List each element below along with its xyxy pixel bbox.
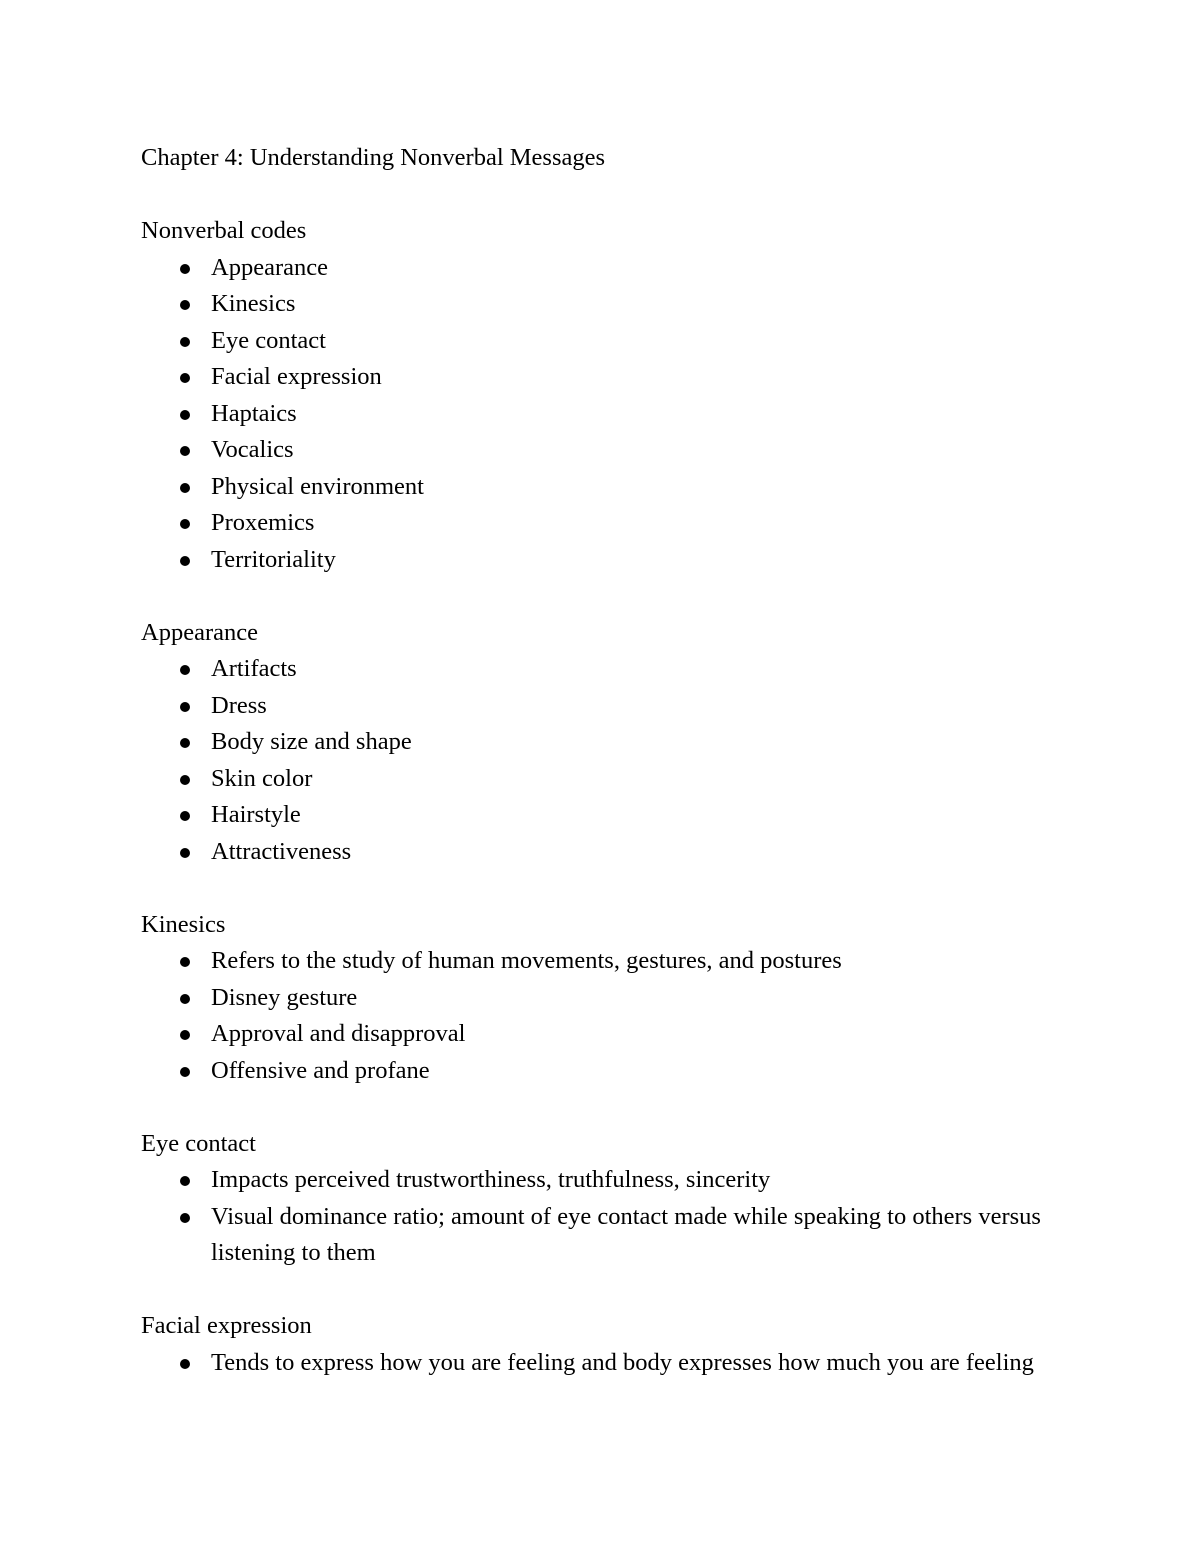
list-item-text: Hairstyle — [211, 801, 301, 828]
section-heading: Facial expression — [141, 1312, 312, 1339]
bullet-icon — [180, 775, 190, 785]
bullet-icon — [180, 300, 190, 310]
list-item-text: Vocalics — [211, 436, 294, 463]
list-item — [141, 432, 1061, 469]
bullet-icon — [180, 811, 190, 821]
bullet-icon — [180, 665, 190, 675]
list-item — [141, 761, 1061, 798]
list-item — [141, 505, 1061, 542]
list-item-text: Refers to the study of human movements, gestures, and postures — [211, 947, 842, 974]
list-item — [141, 1199, 1061, 1272]
section-appearance — [141, 615, 1061, 871]
list-item-text: Kinesics — [211, 290, 296, 317]
bullet-icon — [180, 1176, 190, 1186]
list-item-text: Territoriality — [211, 545, 336, 573]
list-item — [141, 688, 1061, 725]
bullet-icon — [180, 1030, 190, 1040]
list-item-text: Dress — [211, 691, 267, 719]
bullet-list — [141, 943, 1061, 1089]
list-item-text: Proxemics — [211, 509, 315, 536]
list-item — [141, 286, 1061, 323]
section-heading: Nonverbal codes — [141, 217, 307, 244]
bullet-icon — [180, 483, 190, 493]
bullet-icon — [180, 848, 190, 858]
section-facial-expression — [141, 1308, 1061, 1381]
section-eye-contact — [141, 1126, 1061, 1272]
bullet-icon — [180, 702, 190, 712]
section-heading: Kinesics — [141, 910, 226, 938]
list-item-text: Offensive and profane — [211, 1056, 430, 1084]
bullet-icon — [180, 373, 190, 383]
list-item-text: Visual dominance ratio; amount of eye contact made while speaking to others versus listening to them — [211, 1202, 1041, 1266]
bullet-list — [141, 1162, 1061, 1272]
bullet-icon — [180, 738, 190, 748]
bullet-icon — [180, 1067, 190, 1077]
bullet-icon — [180, 994, 190, 1004]
section-heading: Appearance — [141, 618, 258, 646]
list-item — [141, 980, 1061, 1017]
list-item-text: Skin color — [211, 764, 313, 792]
list-item — [141, 396, 1061, 433]
list-item — [141, 1016, 1061, 1053]
list-item-text: Eye contact — [211, 326, 326, 354]
bullet-icon — [180, 957, 190, 967]
list-item-text: Physical environment — [211, 472, 424, 500]
list-item — [141, 250, 1061, 287]
bullet-icon — [180, 410, 190, 420]
list-item — [141, 797, 1061, 834]
list-item — [141, 1162, 1061, 1199]
list-item-text: Attractiveness — [211, 837, 352, 865]
bullet-list — [141, 651, 1061, 870]
list-item-text: Body size and shape — [211, 728, 412, 755]
list-item — [141, 469, 1061, 506]
list-item-text: Disney gesture — [211, 983, 358, 1011]
list-item-text: Appearance — [211, 253, 328, 281]
list-item — [141, 1345, 1061, 1382]
list-item-text: Facial expression — [211, 363, 382, 390]
list-item-text: Artifacts — [211, 655, 297, 682]
list-item-text: Tends to express how you are feeling and body expresses how much you are feeling — [211, 1348, 1034, 1376]
list-item — [141, 943, 1061, 980]
section-kinesics — [141, 907, 1061, 1090]
bullet-list — [141, 1345, 1061, 1382]
list-item — [141, 724, 1061, 761]
list-item — [141, 651, 1061, 688]
section-heading: Eye contact — [141, 1129, 256, 1157]
section-nonverbal-codes — [141, 213, 1061, 578]
list-item-text: Impacts perceived trustworthiness, truthfulness, sincerity — [211, 1166, 771, 1193]
document-title: Chapter 4: Understanding Nonverbal Messages — [141, 144, 606, 171]
bullet-icon — [180, 446, 190, 456]
list-item — [141, 1053, 1061, 1090]
bullet-icon — [180, 556, 190, 566]
list-item — [141, 542, 1061, 579]
list-item-text: Haptaics — [211, 399, 297, 427]
list-item — [141, 359, 1061, 396]
bullet-icon — [180, 1359, 190, 1369]
bullet-list — [141, 250, 1061, 579]
document-body — [141, 140, 1061, 1418]
bullet-icon — [180, 1213, 190, 1223]
bullet-icon — [180, 519, 190, 529]
list-item — [141, 323, 1061, 360]
bullet-icon — [180, 264, 190, 274]
bullet-icon — [180, 337, 190, 347]
list-item — [141, 834, 1061, 871]
list-item-text: Approval and disapproval — [211, 1020, 466, 1047]
